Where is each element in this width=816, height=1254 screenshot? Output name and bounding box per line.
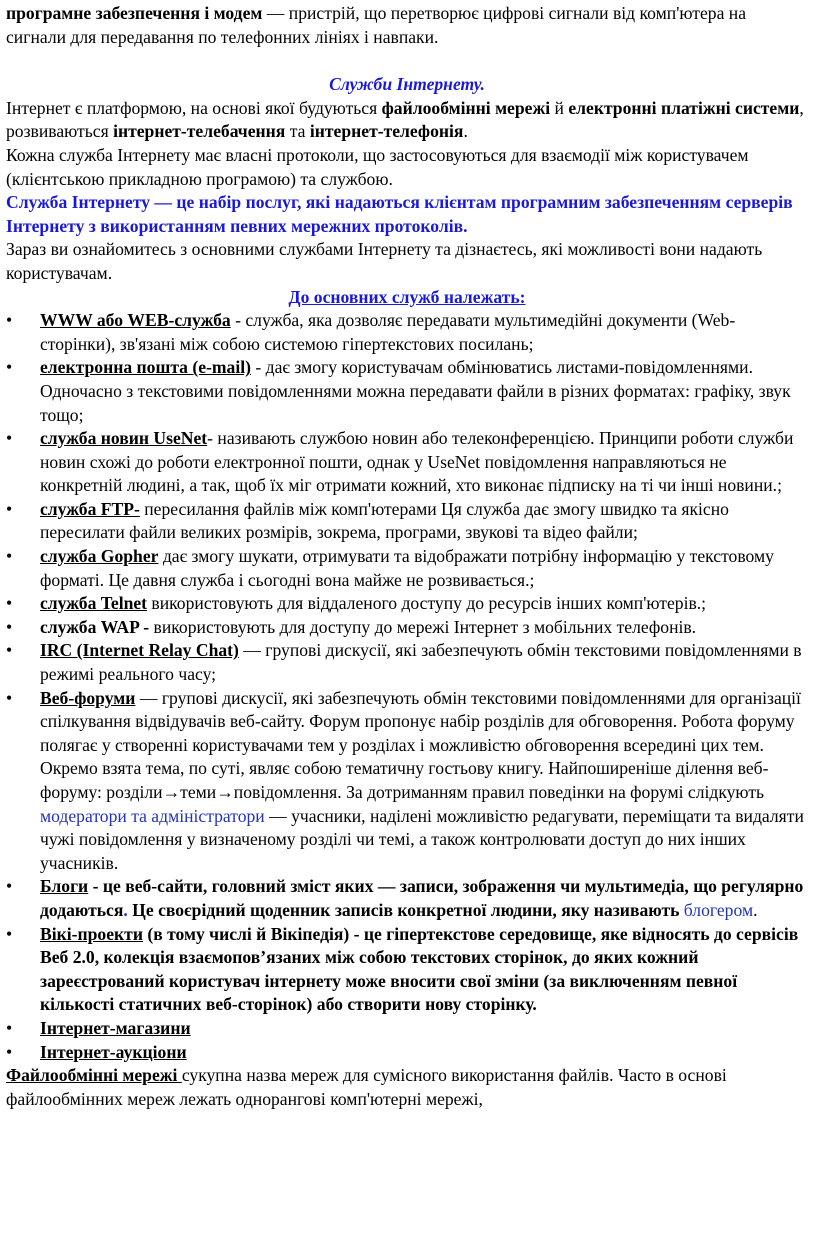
list-item-ftp — [6, 498, 808, 545]
blogger-link[interactable]: блогером — [683, 899, 754, 920]
bullet: • — [6, 640, 13, 661]
bullet: • — [6, 923, 13, 944]
term-file-sharing: файлообмінні мережі — [381, 97, 551, 118]
list-item-text — [40, 923, 808, 1017]
paragraph-text: сукупна назва мереж для сумісного використання файлів. Часто в основі файлообмінних мереж лежать однорангові комп'ютерні мережі, — [6, 1065, 727, 1109]
list-item-text — [40, 639, 808, 686]
bullet: • — [6, 546, 13, 567]
bullet: • — [6, 1017, 13, 1038]
bullet: • — [6, 498, 13, 519]
term-internet-tv: інтернет-телебачення — [113, 121, 286, 142]
term-irc: IRC (Internet Relay Chat) — [40, 640, 239, 661]
term-blogs: Блоги — [40, 876, 89, 897]
term-file-sharing-networks: Файлообмінні мережі — [6, 1065, 182, 1086]
term-usenet: служба новин UseNet — [40, 428, 208, 449]
term-shops: Інтернет-магазини — [40, 1017, 191, 1038]
item-description: пересилання файлів між комп'ютерами Ця служба дає змогу швидко та якісно пересилати файли великих розмірів, зокрема, програми, звукові та відео файли; — [40, 498, 729, 543]
item-description: - називають службою новин або телеконференцією. Принципи роботи служби новин схожі до роботи електронної пошти, однак у UseNet повідомлення направляються не конкретній людині, а так, щоб їх міг отримати кожний, хто виконає підписку на ті чи інші новини.; — [40, 428, 794, 496]
list-item-text — [40, 309, 808, 356]
term-ftp: служба FTP- — [40, 498, 140, 519]
term-payment-systems: електронні платіжні системи — [568, 97, 800, 118]
list-item-forums — [6, 687, 808, 876]
bullet: • — [6, 876, 13, 897]
item-description: . — [753, 899, 758, 920]
bullet: • — [6, 687, 13, 708]
paragraph-file-sharing — [6, 1064, 808, 1111]
list-item-www — [6, 309, 808, 356]
bullet: • — [6, 428, 13, 449]
term-internet-telephony: інтернет-телефонія — [309, 121, 464, 142]
term-auctions: Інтернет-аукціони — [40, 1041, 187, 1062]
paragraph-intro: Зараз ви ознайомитесь з основними службами Інтернету та дізнаєтесь, які можливості вони надають користувачам. — [6, 239, 763, 283]
list-item-blogs — [6, 875, 808, 922]
paragraph-platform — [6, 97, 808, 144]
paragraph-protocols: Кожна служба Інтернету має власні протоколи, що застосовуються для взаємодії між користувачем (клієнтською прикладною програмою) та службою. — [6, 144, 749, 189]
item-description: - дає змогу користувачам обмінюватись листами-повідомленнями. Одночасно з текстовими повідомленнями можна передавати файли в різних форматах: графіку, звук тощо; — [40, 357, 791, 425]
term-email: електронна пошта (e-mail) — [40, 357, 251, 378]
term-gopher: служба Gopher — [40, 546, 159, 567]
definition-paragraph: Служба Інтернету — це набір послуг, які надаються клієнтам програмним забезпеченням серверів Інтернету з використанням певних мережних протоколів. — [6, 192, 793, 236]
bullet: • — [6, 357, 13, 378]
term-www: WWW або WEB-служба — [40, 310, 231, 331]
paragraph-text: та — [285, 121, 310, 142]
term-wiki: Вікі-проекти — [40, 923, 143, 944]
paragraph-text: — пристрій, що перетворює цифрові сигнали від комп'ютера на сигнали для передавання по телефонних лініях і навпаки. — [6, 3, 747, 47]
item-description: Це своєрідний щоденник записів конкретної людини, яку називають — [127, 899, 684, 920]
item-description: — групові дискусії, які забезпечують обмін текстовими повідомленнями для організації спілкування відвідувачів веб-сайту. Форум пропонує набір розділів для обговорення. Робота форуму полягає у створенні користувачами тем у розділах і можливістю обговорення всередині цих тем. Окремо взята тема, по суті, являє собою тематичну гостьову книгу. Найпоширеніше ділення веб-форуму: розділи→теми→повідомлення. За дотриманням правил поведінки на форумі слідкують — [40, 687, 801, 802]
list-item-email — [6, 356, 808, 427]
paragraph-text: . — [463, 121, 468, 142]
bullet: • — [6, 593, 13, 614]
term-forums: Веб-форуми — [40, 687, 136, 708]
bullet: • — [6, 310, 13, 331]
item-description: використовують для доступу до мережі Інтернет з мобільних телефонів. — [149, 616, 697, 637]
list-item-gopher — [6, 545, 808, 592]
list-item-shops — [6, 1017, 808, 1041]
paragraph-text: , розвиваються — [6, 97, 804, 142]
list-item-wap — [6, 616, 808, 640]
bullet: • — [6, 1041, 13, 1062]
list-item-telnet — [6, 592, 808, 616]
item-description: дає змогу шукати, отримувати та відображати потрібну інформацію у текстовому форматі. Це давня служба і сьогодні вона майже не розвивається.; — [40, 546, 774, 590]
list-heading — [6, 286, 808, 310]
list-item-auctions — [6, 1041, 808, 1065]
item-description: - це веб-сайти, головний зміст яких — записи, зображення чи мультимедіа, що регулярно додаються — [40, 876, 804, 920]
term-wap: служба WAP - — [40, 616, 150, 637]
term-modem: програмне забезпечення і модем — [6, 3, 263, 23]
item-description: (в тому числі й Вікіпедія) - це гіпертекстове середовище, яке відносять до сервісів Веб 2.0, колекція взаємопов’язаних між собою текстових сторінок, до яких кожний зареєстрований користувач інтернету може вносити свої зміни (за виключенням певної кількості статичних веб-сторінок) або створити нову сторінку. — [40, 923, 799, 1015]
list-item-text — [40, 875, 808, 922]
paragraph-text: й — [550, 97, 569, 118]
item-description: — учасники, наділені можливістю редагувати, переміщати та видаляти чужі повідомлення у визначеному розділі чи темі, а також контролювати доступ до них інших учасників. — [40, 805, 804, 873]
list-item-wiki — [6, 923, 808, 1017]
paragraph-text: Інтернет є платформою, на основі якої будуються — [6, 97, 382, 118]
list-item-text — [40, 1041, 808, 1065]
section-heading: Служби Інтернету. — [329, 74, 485, 95]
moderators-link[interactable]: модератори та адміністратори — [40, 805, 265, 826]
paragraph-modem — [6, 2, 808, 49]
bullet: • — [6, 616, 13, 637]
item-description: — групові дискусії, які забезпечують обмін текстовими повідомленнями в режимі реального часу; — [40, 640, 802, 685]
term-telnet: служба Telnet — [40, 593, 148, 614]
item-description: - служба, яка дозволяє передавати мультимедійні документи (Web-сторінки), зв'язані між собою системою гіпертекстових посилань; — [40, 310, 736, 354]
item-description: використовують для віддаленого доступу до ресурсів інших комп'ютерів.; — [147, 593, 707, 614]
list-heading-text: До основних служб належать: — [288, 286, 526, 307]
list-item-irc — [6, 639, 808, 686]
list-item-text — [40, 1017, 808, 1041]
list-item-text — [40, 687, 808, 876]
item-period: . — [123, 899, 128, 920]
list-item-usenet — [6, 427, 808, 498]
spacer — [6, 49, 808, 73]
